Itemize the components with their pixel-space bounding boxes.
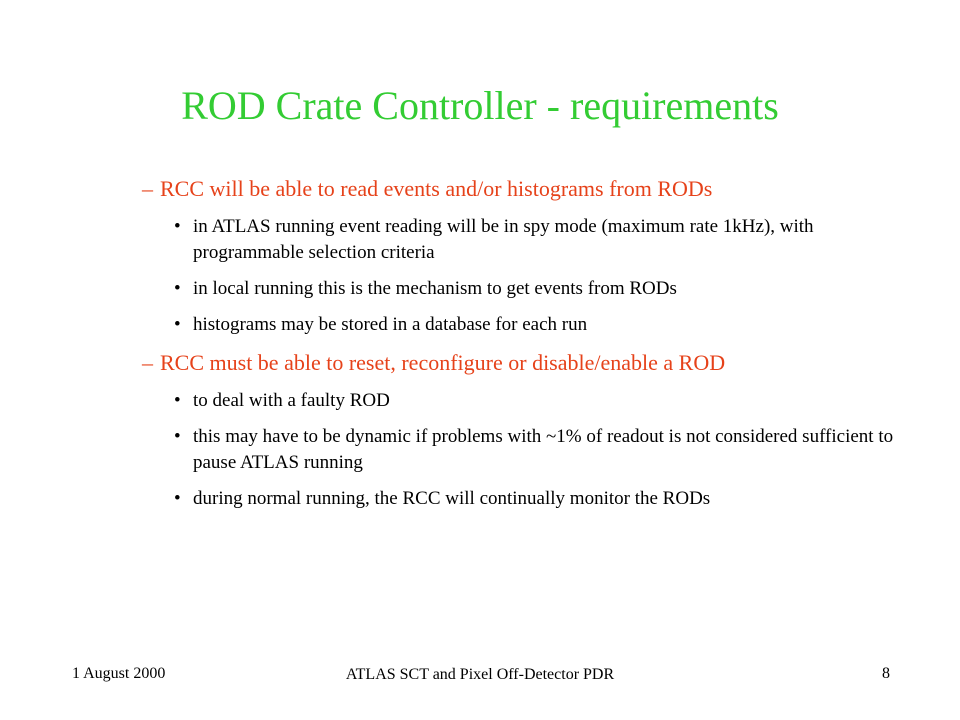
section-heading bbox=[142, 348, 900, 378]
bullet-text: this may have to be dynamic if problems with ~1% of readout is not considered sufficient to pause ATLAS running bbox=[193, 426, 894, 473]
bullet-text: in local running this is the mechanism to get events from RODs bbox=[193, 278, 677, 299]
bullet-dot: • bbox=[174, 216, 181, 237]
bullet-dot: • bbox=[174, 278, 181, 299]
footer-page-number: 8 bbox=[882, 665, 890, 682]
bullet-text: histograms may be stored in a database for each run bbox=[193, 314, 588, 335]
bullet-text: to deal with a faulty ROD bbox=[193, 390, 390, 411]
bullet-item bbox=[160, 388, 900, 414]
bullet-dot: • bbox=[174, 314, 181, 335]
bullet-dot: • bbox=[174, 390, 181, 411]
bullet-item bbox=[160, 312, 900, 338]
slide-title: ROD Crate Controller - requirements bbox=[181, 83, 779, 128]
bullet-item bbox=[160, 486, 900, 512]
footer-event: ATLAS SCT and Pixel Off-Detector PDR bbox=[345, 666, 615, 683]
dash-bullet: – bbox=[142, 350, 153, 375]
section-heading-text: RCC must be able to reset, reconfigure or disable/enable a ROD bbox=[160, 350, 726, 375]
bullet-dot: • bbox=[174, 488, 181, 509]
bullet-item bbox=[160, 424, 900, 476]
slide-content bbox=[142, 174, 900, 512]
footer-date: 1 August 2000 bbox=[72, 665, 166, 682]
bullet-text: in ATLAS running event reading will be in spy mode (maximum rate 1kHz), with programmable selection criteria bbox=[193, 216, 814, 263]
section-heading-text: RCC will be able to read events and/or histograms from RODs bbox=[160, 176, 713, 201]
bullet-item bbox=[160, 214, 900, 266]
bullet-dot: • bbox=[174, 426, 181, 447]
section-heading bbox=[142, 174, 900, 204]
bullet-text: during normal running, the RCC will continually monitor the RODs bbox=[193, 488, 711, 509]
dash-bullet: – bbox=[142, 176, 153, 201]
bullet-item bbox=[160, 276, 900, 302]
